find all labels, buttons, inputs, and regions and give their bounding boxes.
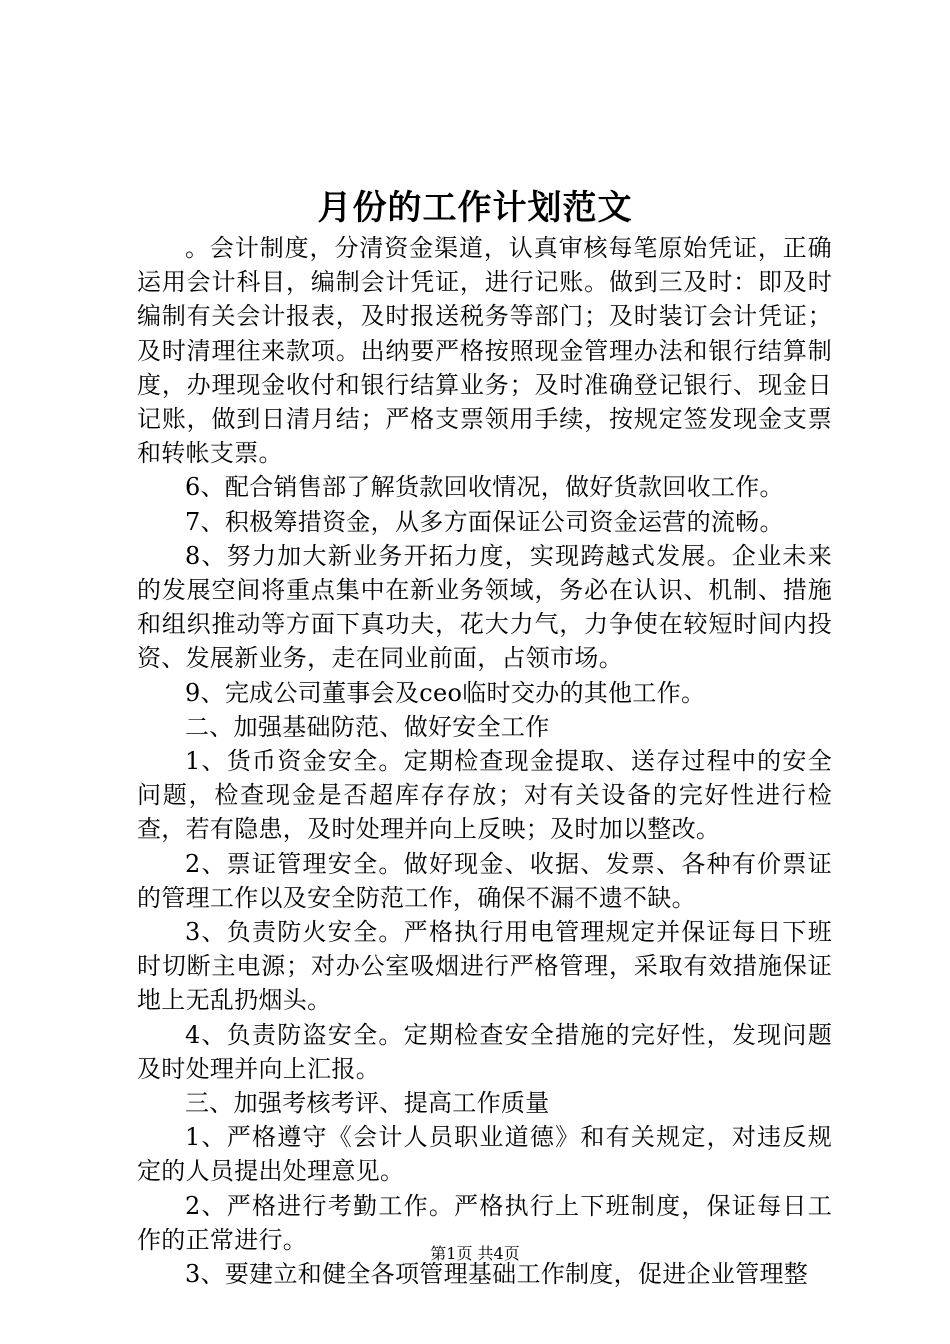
paragraph: 2、严格进行考勤工作。严格执行上下班制度，保证每日工作的正常进行。 [137, 1191, 832, 1254]
paragraph: 。会计制度，分清资金渠道，认真审核每笔原始凭证，正确运用会计科目，编制会计凭证，进行记账。做到三及时：即及时编制有关会计报表，及时报送税务等部门；及时装订会计凭证；及时清理往来款项。出纳要严格按照现金管理办法和银行结算制度，办理现金收付和银行结算业务；及时准确登记银行、现金日记账，做到日清月结；严格支票领用手续，按规定签发现金支票和转帐支票。 [137, 234, 832, 468]
paragraph: 1、严格遵守《会计人员职业道德》和有关规定，对违反规定的人员提出处理意见。 [137, 1123, 832, 1186]
paragraph: 2、票证管理安全。做好现金、收据、发票、各种有价票证的管理工作以及安全防范工作，确保不漏不遗不缺。 [137, 849, 832, 912]
paragraph: 1、货币资金安全。定期检查现金提取、送存过程中的安全问题，检查现金是否超库存存放；对有关设备的完好性进行检查，若有隐患，及时处理并向上反映；及时加以整改。 [137, 747, 832, 844]
paragraph: 6、配合销售部了解货款回收情况，做好货款回收工作。 [185, 473, 784, 502]
section-heading: 二、加强基础防范、做好安全工作 [185, 712, 550, 741]
document-body [137, 231, 832, 1291]
paragraph: 3、要建立和健全各项管理基础工作制度，促进企业管理整 [185, 1260, 809, 1289]
paragraph: 4、负责防盗安全。定期检查安全措施的完好性，发现问题及时处理并向上汇报。 [137, 1020, 832, 1083]
paragraph: 9、完成公司董事会及ceo临时交办的其他工作。 [185, 678, 706, 707]
section-heading: 三、加强考核考评、提高工作质量 [185, 1089, 550, 1118]
paragraph: 3、负责防火安全。严格执行用电管理规定并保证每日下班时切断主电源；对办公室吸烟进行严格管理，采取有效措施保证地上无乱扔烟头。 [137, 918, 832, 1015]
paragraph: 7、积极筹措资金，从多方面保证公司资金运营的流畅。 [185, 507, 784, 536]
document-title: 月份的工作计划范文 [317, 188, 633, 228]
paragraph: 8、努力加大新业务开拓力度，实现跨越式发展。企业未来的发展空间将重点集中在新业务领域，务必在认识、机制、措施和组织推动等方面下真功夫，花大力气，力争使在较短时间内投资、发展新业务，走在同业前面，占领市场。 [137, 541, 832, 673]
page-footer: 第1页 共4页 [430, 1244, 520, 1263]
